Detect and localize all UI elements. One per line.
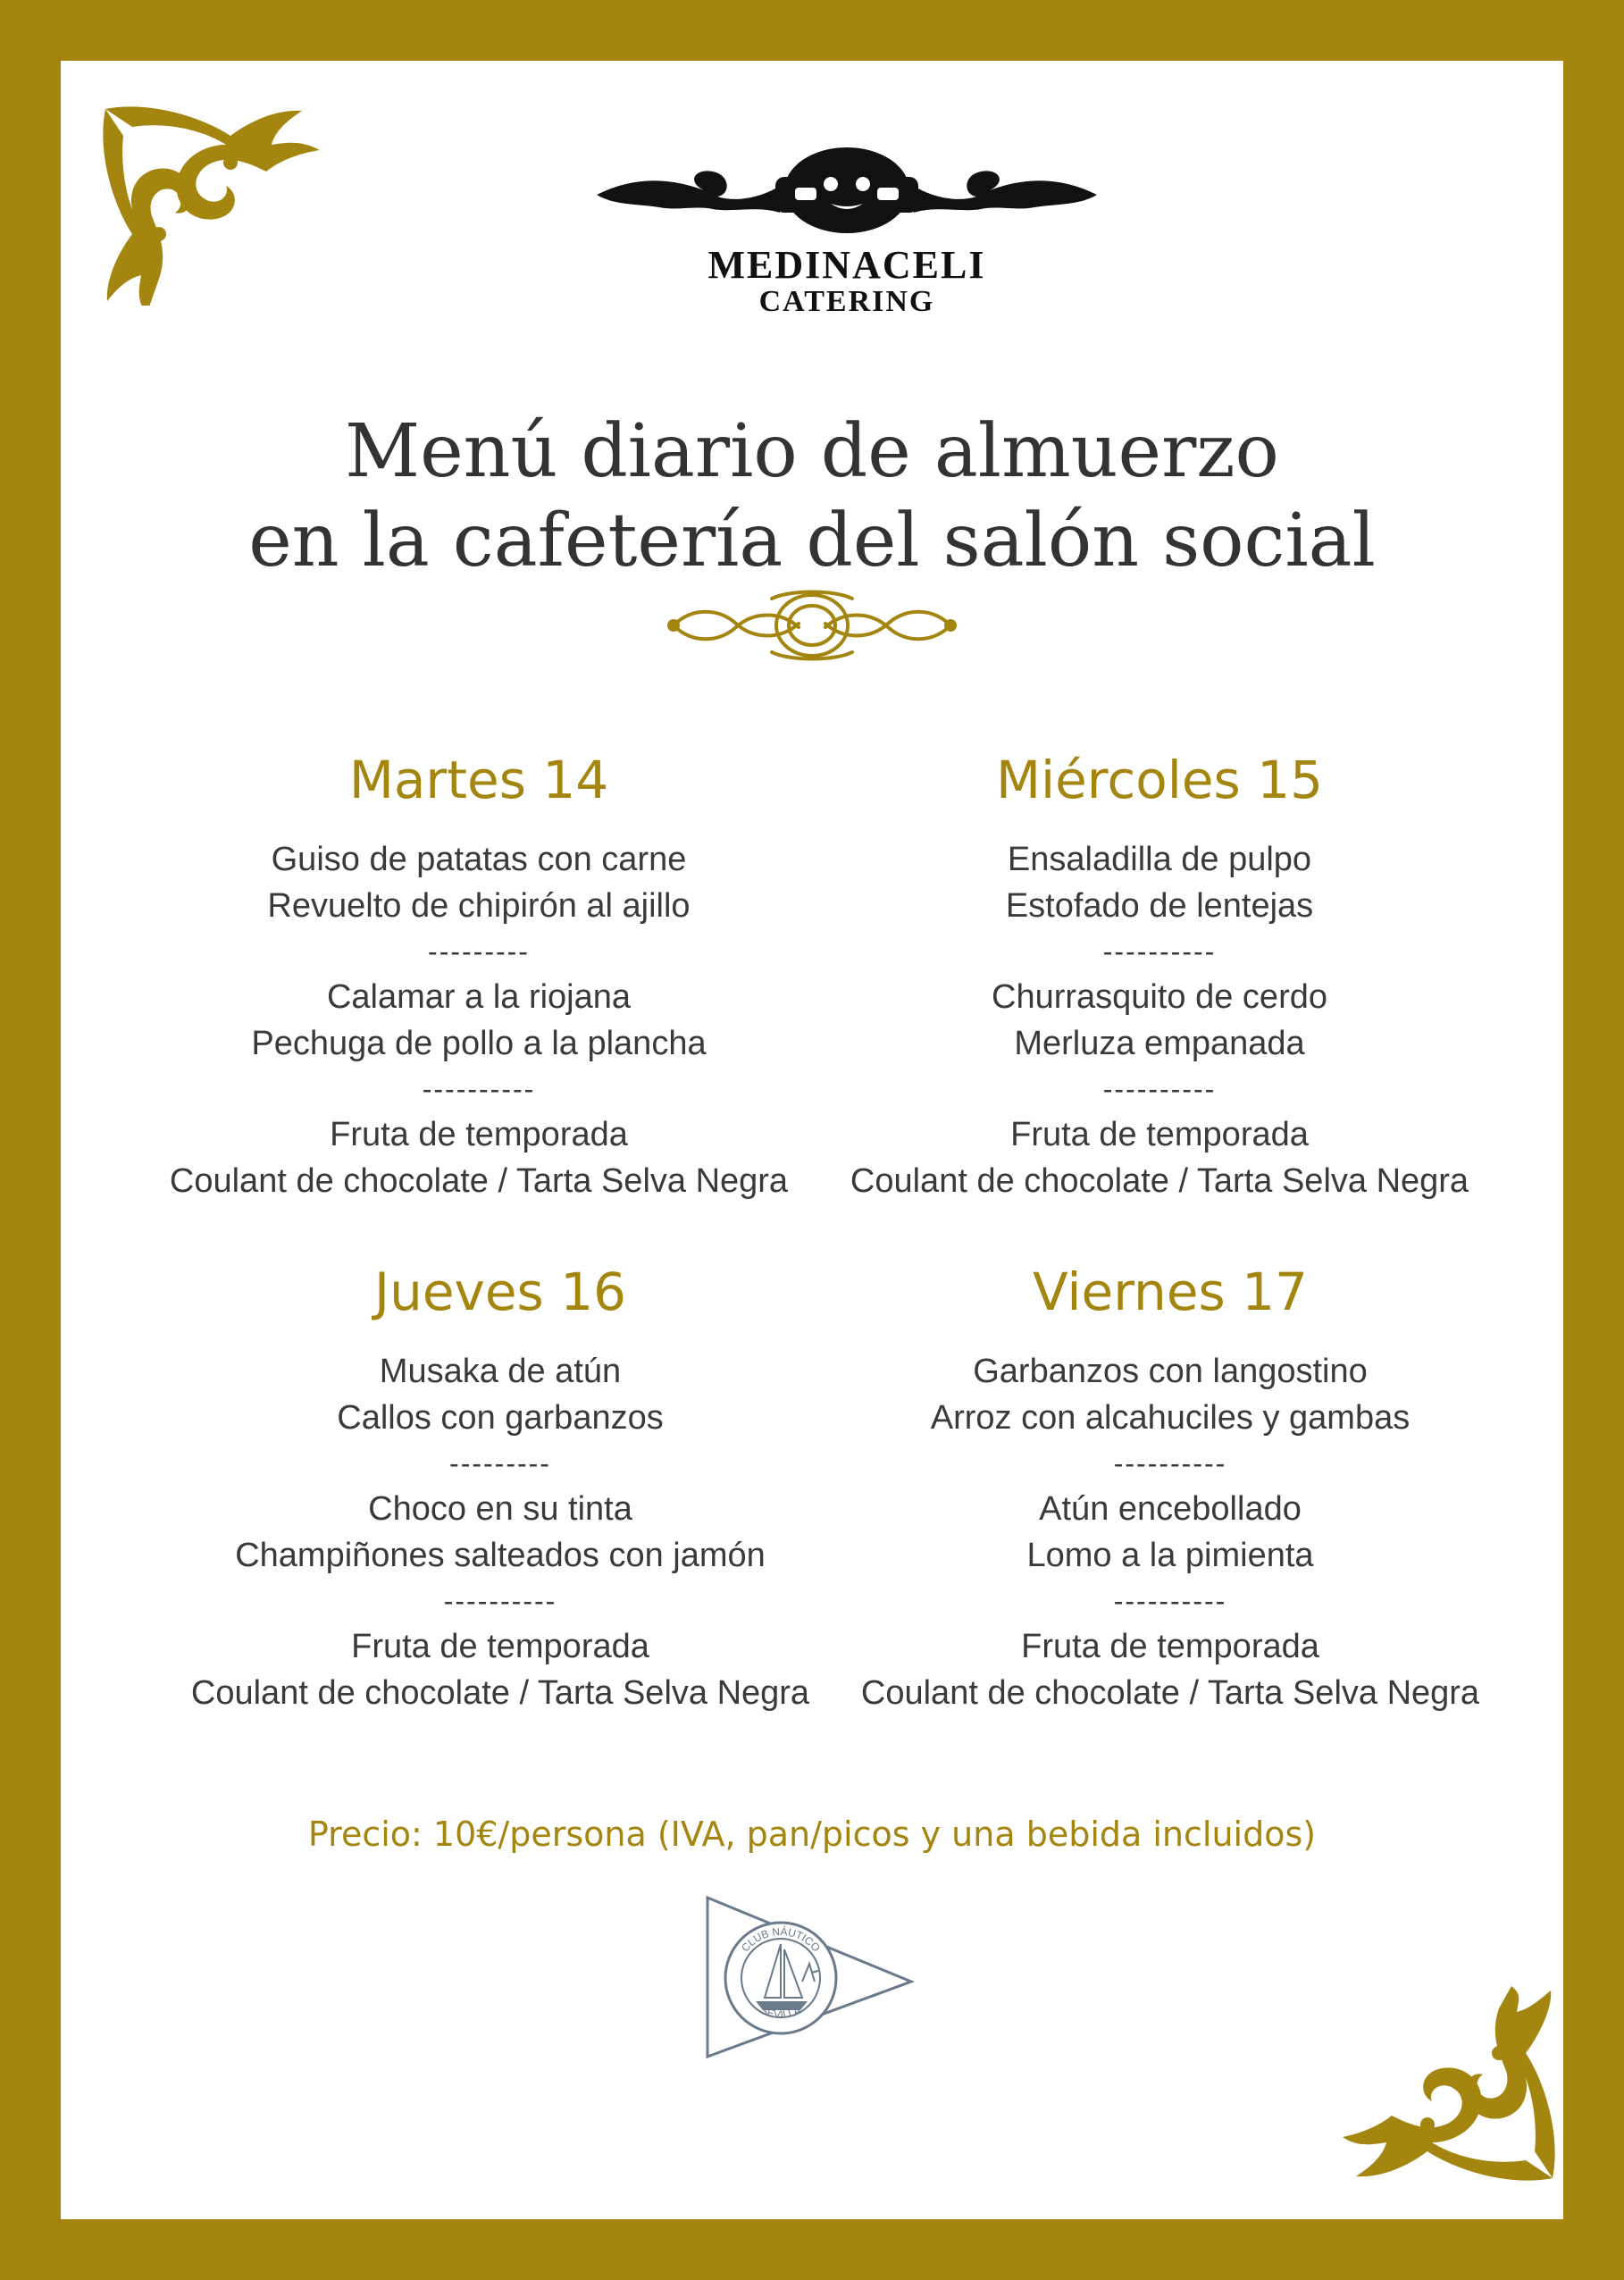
cherub-ornament-icon (597, 141, 1097, 239)
brand-logo (561, 141, 1133, 320)
dish: Choco en su tinta (368, 1490, 632, 1528)
club-city-text: SEVILLA (758, 2003, 803, 2021)
dish: Estofado de lentejas (1005, 887, 1314, 925)
day-menu-thursday (143, 1261, 858, 1716)
dish: Garbanzos con langostino (973, 1353, 1368, 1390)
dish: Coulant de chocolate / Tarta Selva Negra (190, 1674, 810, 1712)
dish: Calamar a la riojana (326, 978, 632, 1016)
separator: ---------- (1102, 1073, 1217, 1105)
dish: Arroz con alcahuciles y gambas (930, 1399, 1411, 1437)
day-title: Miércoles 15 (995, 750, 1324, 810)
separator: --------- (449, 1447, 551, 1479)
dish: Coulant de chocolate / Tarta Selva Negra (850, 1162, 1469, 1200)
day-title: Martes 14 (348, 750, 609, 810)
brand-name: MEDINACELI (707, 243, 986, 287)
separator: ---------- (1113, 1447, 1227, 1479)
dish: Pechuga de pollo a la plancha (251, 1025, 707, 1062)
dish: Guiso de patatas con carne (271, 841, 687, 878)
corner-flourish-icon (96, 100, 356, 306)
separator: ---------- (1113, 1585, 1227, 1617)
club-pennant-logo (702, 1892, 917, 2062)
dish: Fruta de temporada (1010, 1116, 1309, 1153)
brand-subtitle: CATERING (758, 285, 935, 318)
dish: Musaka de atún (379, 1353, 622, 1390)
day-menu-friday (813, 1261, 1528, 1716)
menu-page (61, 61, 1563, 2219)
club-name-text: CLUB NÁUTICO (739, 1924, 823, 1955)
day-menu-wednesday (802, 749, 1517, 1204)
divider-flourish-icon (665, 572, 959, 679)
dish: Churrasquito de cerdo (992, 978, 1327, 1016)
dish: Coulant de chocolate / Tarta Selva Negra (169, 1162, 789, 1200)
dish: Fruta de temporada (351, 1628, 649, 1665)
dish: Fruta de temporada (330, 1116, 628, 1153)
day-title: Viernes 17 (1033, 1262, 1308, 1322)
separator: ---------- (422, 1073, 536, 1105)
dish: Coulant de chocolate / Tarta Selva Negra (860, 1674, 1480, 1712)
dish: Revuelto de chipirón al ajillo (267, 887, 691, 925)
price-note: Precio: 10€/persona (IVA, pan/picos y una bebida incluidos) (307, 1815, 1317, 1854)
dish: Merluza empanada (1014, 1025, 1305, 1062)
separator: --------- (428, 935, 530, 968)
dish: Callos con garbanzos (337, 1399, 664, 1437)
page-title (61, 407, 1563, 586)
dish: Fruta de temporada (1021, 1628, 1319, 1665)
dish: Champiñones salteados con jamón (235, 1537, 766, 1574)
title-line-2: en la cafetería del salón social (248, 499, 1376, 583)
separator: ---------- (443, 1585, 557, 1617)
dish: Ensaladilla de pulpo (1007, 841, 1312, 878)
corner-flourish-icon (1338, 1982, 1561, 2187)
separator: ---------- (1102, 935, 1217, 968)
dish: Atún encebollado (1039, 1490, 1302, 1528)
dish: Lomo a la pimienta (1026, 1537, 1314, 1574)
day-menu-tuesday (121, 749, 836, 1204)
title-line-1: Menú diario de almuerzo (345, 409, 1279, 494)
day-title: Jueves 16 (373, 1262, 626, 1322)
